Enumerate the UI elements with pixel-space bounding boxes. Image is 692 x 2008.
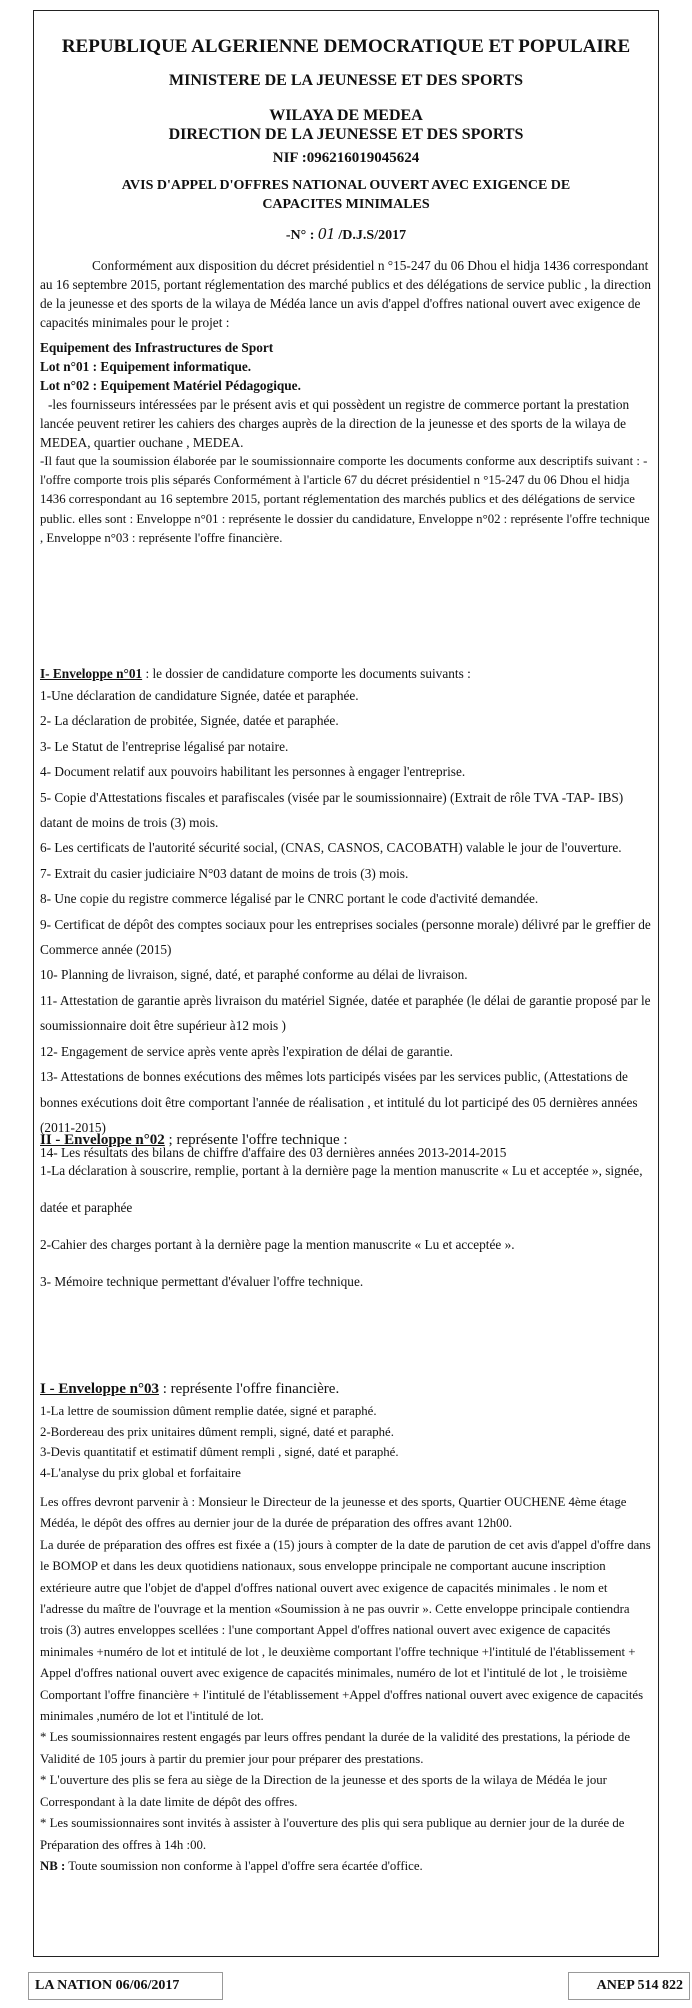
list-item: 7- Extrait du casier judiciaire N°03 datant de moins de trois (3) mois. (40, 865, 409, 881)
notice-title-line1: AVIS D'APPEL D'OFFRES NATIONAL OUVERT AVEC EXIGENCE DE (121, 178, 571, 193)
envelope-2-section (40, 1131, 652, 1300)
suppliers-paragraph: -les fournisseurs intéressées par le présent avis et qui possèdent un registre de commerce portant la prestation lancée peuvent retirer les cahiers des charges auprès de la direction de la jeunesse et des sports de la wilaya de MEDEA, quartier ouchane , MEDEA. (40, 397, 630, 450)
reference-handwritten-number: 01 (317, 224, 335, 243)
list-item: 14- Les résultats des bilans de chiffre d'affaire des 03 dernières années 2013-2014-2015 (40, 1145, 507, 1161)
envelope-1-list (40, 683, 652, 1166)
preparation-duration-paragraph: La durée de préparation des offres est fixée a (15) jours à compter de la date de parution de cet avis d'appel d'offre dans le BOMOP et dans les deux quotidiens nationaux, sous enveloppe principale ne comportant aucune inscription extérieure autre que l'objet de d'appel d'offres national ouvert avec exigence de capacités minimales . le nom et l'adresse du maître de l'ouvrage et la mention «Soumission à ne pas ouvrir ». Cette enveloppe principale contiendra trois (3) autres enveloppes scellées : l'une comportant Appel d'offres national ouvert avec exigence de capacités minimales +numéro de lot et intitulé de lot , le deuxième comportant l'offre technique +l'intitulé de l'établissement + Appel d'offres national ouvert avec exigence de capacités minimales, numéro de lot et l'intitulé de lot , le troisième Comportant l'offre financière + l'intitulé de l'établissement +Appel d'offres national ouvert avec exigence de capacités minimales ,numéro de lot et l'intitulé de lot. (40, 1537, 651, 1724)
list-item: 4-L'analyse du prix global et forfaitaire (40, 1465, 241, 1480)
attendance-note: * Les soumissionnaires sont invités à assister à l'ouverture des plis qui sera publique au dernier jour de la durée de Préparation des offres à 14h :00. (40, 1816, 625, 1852)
validity-note: * Les soumissionnaires restent engagés par leurs offres pendant la durée de la validité des prestations, la période de Validité de 105 jours à partir du premier jour pour préparer des prestations. (40, 1730, 631, 1766)
lot-1: Lot n°01 : Equipement informatique. (40, 359, 252, 374)
reference-number (0, 224, 692, 244)
list-item: 3- Le Statut de l'entreprise légalisé par notaire. (40, 738, 289, 754)
envelope-1-section (40, 664, 652, 1166)
list-item: 2- La déclaration de probitée, Signée, datée et paraphée. (40, 713, 339, 729)
nb-text: Toute soumission non conforme à l'appel d'offre sera écartée d'office. (65, 1858, 423, 1873)
envelope-3-title: I - Enveloppe n°03 (40, 1381, 159, 1397)
republic-heading: REPUBLIQUE ALGERIENNE DEMOCRATIQUE ET POPULAIRE (61, 36, 631, 57)
list-item: 11- Attestation de garantie après livraison du matériel Signée, datée et paraphée (le délai de garantie proposé par le soumissionnaire doit être supérieur à12 mois ) (40, 992, 651, 1034)
lot-2: Lot n°02 : Equipement Matériel Pédagogique. (40, 378, 301, 393)
notice-title-line2: CAPACITES MINIMALES (262, 197, 430, 212)
closing-section (40, 1492, 652, 1877)
ministry-heading: MINISTERE DE LA JEUNESSE ET DES SPORTS (169, 72, 523, 89)
list-item: 2-Cahier des charges portant à la dernière page la mention manuscrite « Lu et acceptée ». (40, 1237, 515, 1252)
envelope-1-title: I- Enveloppe n°01 (40, 666, 143, 681)
envelope-1-desc: : le dossier de candidature comporte les documents suivants : (142, 666, 471, 681)
list-item: 12- Engagement de service après vente après l'expiration de délai de garantie. (40, 1043, 453, 1059)
list-item: 1-La déclaration à souscrire, remplie, portant à la dernière page la mention manuscrite « Lu et acceptée », signée, datée et paraphée (40, 1163, 643, 1215)
list-item: 5- Copie d'Attestations fiscales et parafiscales (visée par le soumissionnaire) (Extrait de rôle TVA -TAP- IBS) datant de moins de trois (3) mois. (40, 789, 624, 831)
list-item: 8- Une copie du registre commerce légalisé par le CNRC portant le code d'activité demandée. (40, 891, 539, 907)
envelope-2-list (40, 1152, 652, 1300)
intro-paragraph: Conformément aux disposition du décret présidentiel n °15-247 du 06 Dhou el hidja 1436 correspondant au 16 septembre 2015, portant réglementation des marché publics et des délégations de service public , la direction de la jeunesse et des sports de la wilaya de Médéa lance un avis d'appel d'offres national ouvert avec exigence de capacités minimales pour le projet : (40, 258, 652, 330)
nb-note (40, 1856, 652, 1877)
intro-section (40, 256, 652, 548)
reference-prefix: -N° : (285, 228, 315, 243)
envelope-3-desc: : représente l'offre financière. (158, 1381, 340, 1397)
list-item: 2-Bordereau des prix unitaires dûment rempli, signé, daté et paraphé. (40, 1424, 394, 1439)
list-item: 1-La lettre de soumission dûment remplie datée, signé et paraphé. (40, 1404, 377, 1418)
opening-location-note: * L'ouverture des plis se fera au siège de la Direction de la jeunesse et des sports de la wilaya de Médéa le jour Correspondant à la date limite de dépôt des offres. (40, 1773, 607, 1809)
direction-heading: DIRECTION DE LA JEUNESSE ET DES SPORTS (168, 126, 524, 143)
list-item: 6- Les certificats de l'autorité sécurité social, (CNAS, CASNOS, CACOBATH) valable le jour de l'ouverture. (40, 840, 622, 856)
envelope-1-heading (40, 664, 652, 683)
list-item: 3- Mémoire technique permettant d'évaluer l'offre technique. (40, 1274, 364, 1289)
envelope-2-heading (40, 1131, 652, 1150)
list-item: 4- Document relatif aux pouvoirs habilitant les personnes à engager l'entreprise. (40, 764, 466, 780)
anep-reference: ANEP 514 822 (568, 1972, 690, 2000)
envelope-2-desc: ; représente l'offre technique : (164, 1132, 348, 1148)
envelope-3-list (40, 1401, 652, 1483)
list-item: 9- Certificat de dépôt des comptes sociaux pour les entreprises sociales (personne morale) délivré par le greffier de Commerce année (2015) (40, 916, 651, 958)
envelope-2-title: II - Enveloppe n°02 (40, 1132, 165, 1148)
wilaya-heading: WILAYA DE MEDEA (269, 107, 423, 124)
list-item: 3-Devis quantitatif et estimatif dûment rempli , signé, daté et paraphé. (40, 1445, 399, 1459)
nb-label: NB : (40, 1858, 66, 1873)
reference-suffix: /D.J.S/2017 (338, 228, 407, 243)
nif-number: NIF :096216019045624 (272, 150, 420, 166)
offers-delivery-paragraph: Les offres devront parvenir à : Monsieur le Directeur de la jeunesse et des sports, Quartier OUCHENE 4ème étage Médéa, le dépôt des offres au dernier jour de la durée de préparation des offres avant 12h00. (40, 1495, 627, 1531)
publication-source: LA NATION 06/06/2017 (28, 1972, 223, 2000)
project-title: Equipement des Infrastructures de Sport (40, 340, 274, 355)
submission-paragraph: -Il faut que la soumission élaborée par le soumissionnaire comporte les documents conforme aux descriptifs suivant : -l'offre comporte trois plis séparés Conformément à l'article 67 du décret présidentiel n °15-247 du 06 Dhou el hidja 1436 correspondant au 16 septembre 2015, portant réglementation des marchés publics et des délégations de service public. elles sont : Enveloppe n°01 : représente le dossier du candidature, Enveloppe n°02 : représente l'offre technique , Enveloppe n°03 : représente l'offre financière. (40, 454, 650, 545)
envelope-3-section (40, 1380, 652, 1483)
list-item: 10- Planning de livraison, signé, daté, et paraphé conforme au délai de livraison. (40, 967, 468, 983)
list-item: 13- Attestations de bonnes exécutions des mêmes lots participés visées par les services public, (Attestations de bonnes exécutions doit être comportant l'année de réalisation , et intitulé du lot participé des 05 dernières années (2011-2015) (40, 1069, 638, 1135)
envelope-3-heading (40, 1380, 652, 1399)
list-item: 1-Une déclaration de candidature Signée, datée et paraphée. (40, 688, 359, 703)
